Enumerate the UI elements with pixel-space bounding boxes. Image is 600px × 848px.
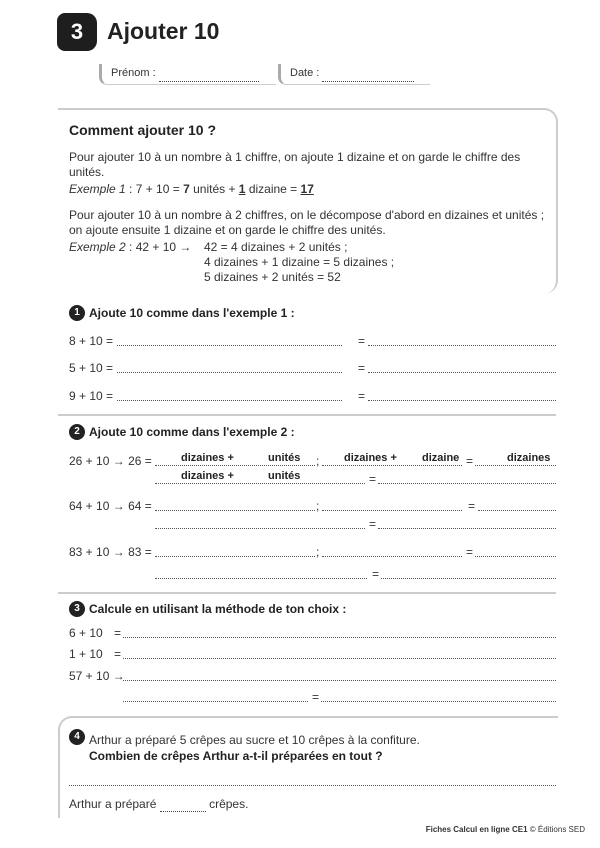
ex2-fill-unites-2: unités [268, 470, 301, 482]
ex1-row-2: 5 + 10 = [69, 361, 114, 375]
ex3-row-4-blank[interactable] [123, 689, 308, 702]
ex2-row-2-blank-d[interactable] [155, 516, 365, 529]
problem-answer-line[interactable] [69, 773, 556, 786]
ex2-equals: = [369, 517, 377, 531]
ex1-row-3-answer[interactable] [368, 388, 556, 401]
arrow-icon: → [112, 669, 125, 683]
example-2-text: : 42 + 10 [125, 240, 177, 254]
answer-blank[interactable] [160, 799, 206, 812]
ex1-row-1: 8 + 10 = [69, 334, 114, 348]
ex2-row-3-blank-b[interactable] [322, 544, 462, 557]
ex1-row-3-blank[interactable] [117, 388, 342, 401]
example-1-label: Exemple 1 [69, 182, 126, 196]
ex2-fill-unites: unités [268, 452, 301, 464]
answer-start: Arthur a préparé [69, 797, 157, 811]
example-1-text-2: unités + [189, 182, 239, 196]
ex2-semicolon: ; [316, 545, 320, 559]
ex1-row-2-blank[interactable] [117, 360, 342, 373]
rule-title: Comment ajouter 10 ? [69, 122, 217, 138]
ex2-row-2-blank-b[interactable] [322, 498, 462, 511]
example-1-tens: 1 [238, 182, 246, 196]
exercise-3-instruction: Calcule en utilisant la méthode de ton choix : [89, 602, 347, 616]
ex3-row-2: 1 + 10 [69, 647, 103, 661]
ex2-row-2 [69, 498, 152, 514]
ex3-row-3-blank[interactable] [123, 668, 556, 681]
example-1-text-3: dizaine = [245, 182, 301, 196]
exercise-2-instruction: Ajoute 10 comme dans l'exemple 2 : [89, 425, 295, 439]
ex2-fill-dizaines-plus-2: dizaines + [344, 452, 397, 464]
ex2-row-2-blank-e[interactable] [378, 516, 556, 529]
ex2-row-3-expr: 83 + 10 [69, 545, 110, 559]
arrow-icon: → [112, 499, 125, 513]
exercise-1-number: 1 [69, 305, 85, 321]
ex3-equals: = [312, 690, 320, 704]
divider [58, 414, 556, 416]
ex2-equals: = [466, 454, 474, 468]
ex1-row-2-equals: = [358, 361, 366, 375]
ex2-semicolon: ; [316, 499, 320, 513]
exercise-4-number: 4 [69, 729, 85, 745]
ex3-row-1-blank[interactable] [123, 625, 556, 638]
ex1-row-2-answer[interactable] [368, 360, 556, 373]
ex3-row-3-expr: 57 + 10 [69, 669, 110, 683]
ex2-equals: = [466, 545, 474, 559]
date-label: Date : [290, 67, 320, 79]
arrow-icon: → [112, 454, 125, 468]
ex1-row-1-answer[interactable] [368, 333, 556, 346]
answer-end: crêpes. [209, 797, 249, 811]
ex2-fill-dizaine: dizaine [422, 452, 460, 464]
page-title: Ajouter 10 [107, 18, 220, 44]
ex3-row-4-answer[interactable] [321, 689, 556, 702]
ex2-equals: = [468, 499, 476, 513]
date-field[interactable] [278, 64, 430, 85]
problem-answer [69, 797, 248, 812]
arrow-icon: → [179, 240, 192, 254]
ex2-equals: = [372, 567, 380, 581]
arrow-icon: → [112, 545, 125, 559]
rule-example-2 [69, 240, 191, 255]
ex2-row-3-decomp: 83 = [128, 545, 152, 559]
ex2-row-3 [69, 544, 152, 560]
ex2-row-2-decomp: 64 = [128, 499, 152, 513]
ex3-row-2-blank[interactable] [123, 646, 556, 659]
footer-brand: Fiches Calcul en ligne CE1 [425, 825, 528, 834]
problem-question: Combien de crêpes Arthur a-t-il préparées en tout ? [89, 749, 383, 763]
example-1-units: 7 [183, 182, 190, 196]
exercise-3-number: 3 [69, 601, 85, 617]
example-1-result: 17 [300, 182, 314, 196]
prenom-label: Prénom : [111, 67, 156, 79]
prenom-blank[interactable] [159, 69, 259, 82]
rule-example-1 [69, 182, 555, 197]
ex3-equals: = [114, 647, 122, 661]
ex1-row-1-blank[interactable] [117, 333, 342, 346]
divider [58, 592, 556, 594]
exercise-number-badge: 3 [57, 13, 97, 51]
footer [426, 825, 585, 834]
ex3-row-1: 6 + 10 [69, 626, 103, 640]
example-1-text: : 7 + 10 = [125, 182, 184, 196]
exercise-1-instruction: Ajoute 10 comme dans l'exemple 1 : [89, 306, 295, 320]
ex2-row-3-blank-a[interactable] [155, 544, 315, 557]
ex2-row-3-blank-e[interactable] [381, 566, 556, 579]
example-2-line-2: 4 dizaines + 1 dizaine = 5 dizaines ; [204, 255, 395, 269]
example-2-line-1: 42 = 4 dizaines + 2 unités ; [204, 240, 348, 254]
ex2-fill-dizaines: dizaines [507, 452, 551, 464]
ex3-equals: = [114, 626, 122, 640]
ex2-row-3-blank-c[interactable] [475, 544, 556, 557]
rule-paragraph-2: Pour ajouter 10 à un nombre à 2 chiffres, on le décompose d'abord en dizaines et unités ; on ajoute ensuite 1 dizaine et on garde le chiffre des unités. [69, 208, 545, 237]
date-blank[interactable] [322, 69, 414, 82]
ex2-row-1 [69, 453, 152, 469]
ex2-row-2-blank-a[interactable] [155, 498, 315, 511]
ex1-row-3: 9 + 10 = [69, 389, 114, 403]
ex2-equals: = [369, 472, 377, 486]
footer-copyright: © Éditions SED [529, 825, 585, 834]
exercise-2-number: 2 [69, 424, 85, 440]
ex2-row-2-expr: 64 + 10 [69, 499, 110, 513]
ex2-row-1-expr: 26 + 10 [69, 454, 110, 468]
ex2-row-3-blank-d[interactable] [155, 566, 367, 579]
example-2-label: Exemple 2 [69, 240, 126, 254]
ex1-row-1-equals: = [358, 334, 366, 348]
ex2-row-1-decomp: 26 = [128, 454, 152, 468]
prenom-field[interactable] [99, 64, 276, 85]
ex2-semicolon: ; [316, 454, 320, 468]
ex1-row-3-equals: = [358, 389, 366, 403]
problem-text: Arthur a préparé 5 crêpes au sucre et 10 crêpes à la confiture. [89, 733, 420, 747]
ex3-row-3 [69, 668, 125, 684]
ex2-fill-dizaines-plus: dizaines + [181, 452, 234, 464]
example-2-line-3: 5 dizaines + 2 unités = 52 [204, 270, 341, 284]
ex2-row-1-blank-e[interactable] [378, 471, 556, 484]
ex2-fill-dizaines-plus-3: dizaines + [181, 470, 234, 482]
rule-paragraph-1: Pour ajouter 10 à un nombre à 1 chiffre, on ajoute 1 dizaine et on garde le chiffre des unités. [69, 150, 521, 179]
ex2-row-2-blank-c[interactable] [478, 498, 556, 511]
